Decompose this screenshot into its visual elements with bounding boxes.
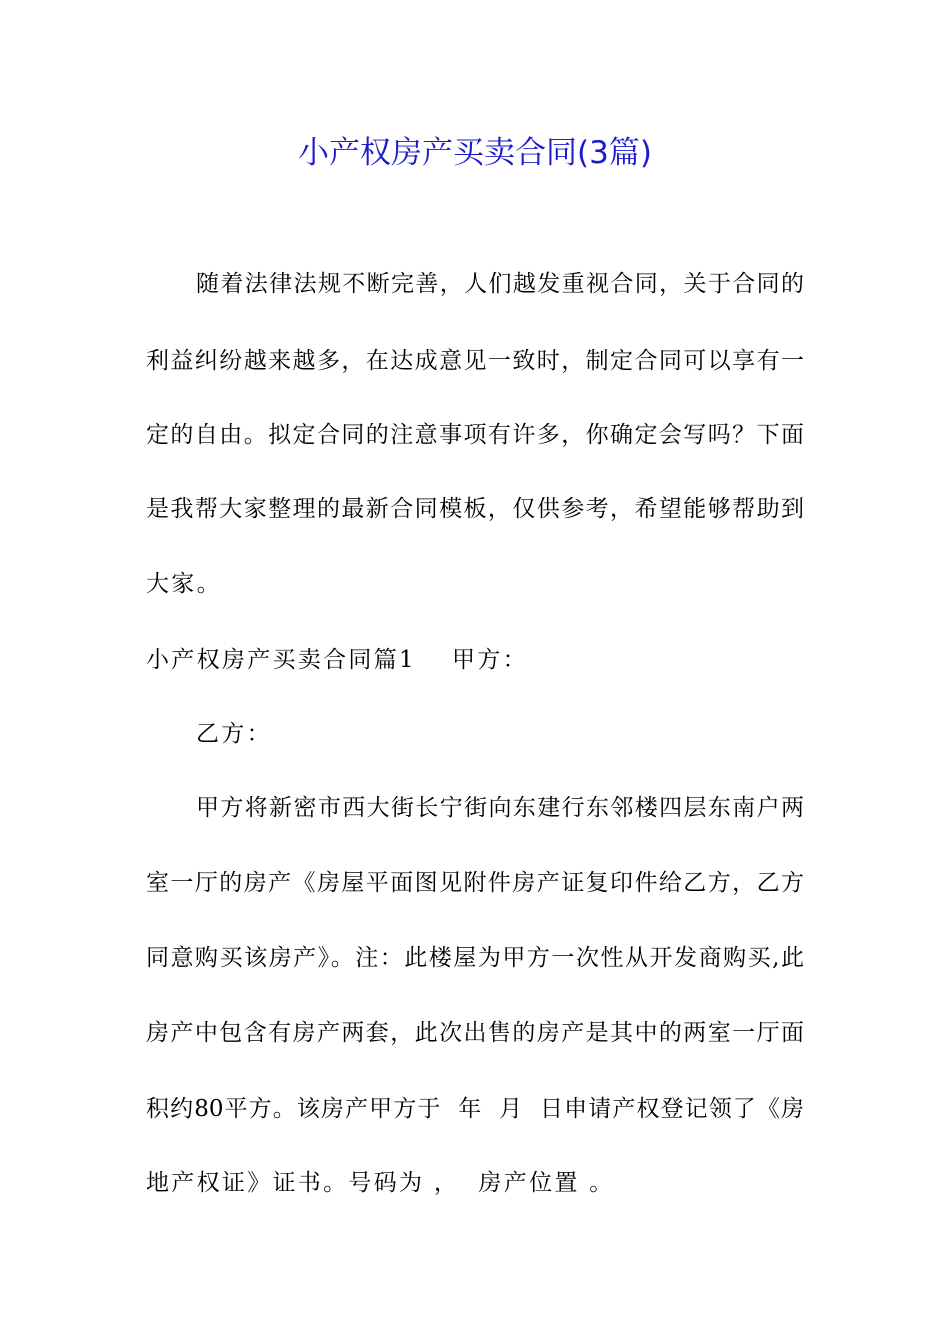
document-title: 小产权房产买卖合同(3篇)	[298, 135, 652, 171]
body-line-4: 房产中包含有房产两套，此次出售的房产是其中的两室一厅面	[146, 1020, 804, 1046]
body-line-6: 地产权证》证书。号码为 ， 房产位置 。	[146, 1170, 615, 1196]
intro-line-1: 随着法律法规不断完善，人们越发重视合同，关于合同的	[196, 271, 804, 297]
intro-line-3: 定的自由。拟定合同的注意事项有许多，你确定会写吗？下面	[146, 422, 804, 448]
intro-line-2: 利益纠纷越来越多，在达成意见一致时，制定合同可以享有一	[146, 348, 804, 374]
intro-line-4: 是我帮大家整理的最新合同模板，仅供参考，希望能够帮助到	[146, 496, 804, 522]
party-a-label: 甲方：	[452, 647, 528, 673]
section-heading: 小产权房产买卖合同篇1	[146, 647, 416, 673]
intro-line-5: 大家。	[146, 571, 222, 597]
body-line-1: 甲方将新密市西大街长宁街向东建行东邻楼四层东南户两	[196, 795, 804, 821]
party-b-label: 乙方：	[196, 721, 272, 747]
body-line-3: 同意购买该房产》。注：此楼屋为甲方一次性从开发商购买,此	[146, 945, 804, 971]
body-line-2: 室一厅的房产《房屋平面图见附件房产证复印件给乙方，乙方	[146, 870, 804, 896]
body-line-5: 积约80平方。该房产甲方于 年 月 日申请产权登记领了《房	[146, 1096, 804, 1122]
